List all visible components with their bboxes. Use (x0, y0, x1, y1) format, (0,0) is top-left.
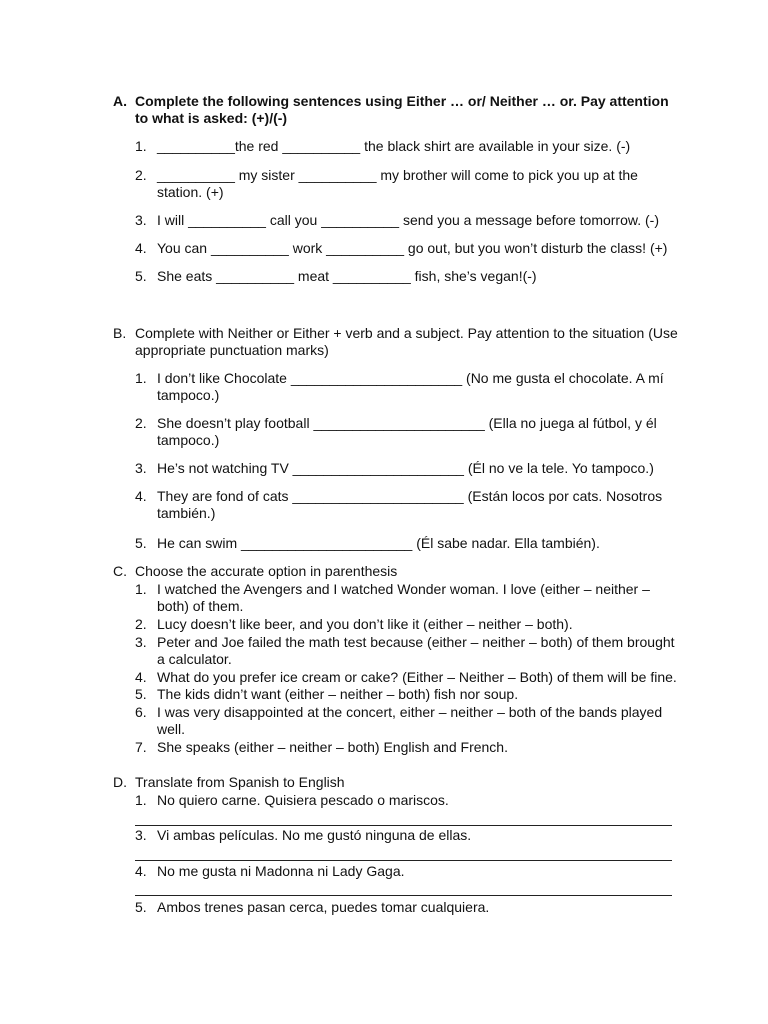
item-text: He’s not watching TV ______________________ (Él no ve la tele. Yo tampoco.) (157, 460, 654, 476)
item-text (157, 634, 677, 668)
item-number: 3. (135, 212, 147, 228)
item-text (157, 488, 677, 522)
item-text: What do you prefer ice cream or cake? (Either – Neither – Both) of them will be fine. (157, 669, 677, 685)
item-number: 3. (135, 460, 147, 476)
item-number: 1. (135, 792, 147, 808)
item-number: 3. (135, 827, 147, 843)
answer-line[interactable] (135, 860, 672, 861)
item-text: He can swim ______________________ (Él sabe nadar. Ella también). (157, 535, 600, 551)
item-text-line1: Peter and Joe failed the math test because (either – neither – both) of them brought (157, 634, 675, 650)
item-text-line2: también.) (157, 505, 216, 521)
item-text-line2: a calculator. (157, 651, 232, 667)
item-text-line1: I watched the Avengers and I watched Wonder woman. I love (either – neither – (157, 581, 650, 597)
item-number: 3. (135, 634, 147, 650)
section-a-instruction (135, 93, 680, 127)
item-number: 4. (135, 669, 147, 685)
item-number: 6. (135, 704, 147, 720)
item-number: 2. (135, 167, 147, 183)
item-text-line2: tampoco.) (157, 387, 220, 403)
item-number: 4. (135, 488, 147, 504)
item-number: 5. (135, 268, 147, 284)
answer-line[interactable] (135, 895, 672, 896)
item-text-line1: I was very disappointed at the concert, either – neither – both of the bands played (157, 704, 663, 720)
item-number: 1. (135, 370, 147, 386)
item-number: 5. (135, 535, 147, 551)
item-text-line2: tampoco.) (157, 432, 220, 448)
item-number: 1. (135, 581, 147, 597)
item-number: 7. (135, 739, 147, 755)
item-text (157, 167, 677, 201)
section-c-instruction: Choose the accurate option in parenthesis (135, 563, 398, 579)
section-b-instruction-line2: appropriate punctuation marks) (135, 342, 329, 358)
item-text-line1: I don’t like Chocolate ______________________ (No me gusta el chocolate. A mí (157, 370, 664, 386)
item-text-line1: She doesn’t play football ______________________ (Ella no juega al fútbol, y él (157, 415, 657, 431)
item-text: __________the red __________ the black shirt are available in your size. (-) (157, 138, 631, 154)
item-text-line2: both) of them. (157, 598, 244, 614)
item-number: 4. (135, 240, 147, 256)
item-number: 4. (135, 863, 147, 879)
item-number: 5. (135, 686, 147, 702)
section-a-letter: A. (113, 93, 127, 109)
answer-line[interactable] (135, 825, 672, 826)
section-c-letter: C. (113, 563, 127, 579)
item-text: I will __________ call you __________ send you a message before tomorrow. (-) (157, 212, 659, 228)
item-number: 1. (135, 138, 147, 154)
section-d-letter: D. (113, 774, 127, 790)
item-text-line2: well. (157, 721, 186, 737)
item-text-line1: __________ my sister __________ my brother will come to pick you up at the (157, 167, 638, 183)
item-text: Ambos trenes pasan cerca, puedes tomar cualquiera. (157, 899, 490, 915)
section-b-instruction-line1: Complete with Neither or Either + verb and a subject. Pay attention to the situation (Use (135, 325, 678, 341)
item-text: Vi ambas películas. No me gustó ninguna de ellas. (157, 827, 472, 843)
item-number: 2. (135, 616, 147, 632)
item-text: You can __________ work __________ go out, but you won’t disturb the class! (+) (157, 240, 668, 256)
section-a-instruction-line1: Complete the following sentences using Either … or/ Neither … or. Pay attention (135, 93, 669, 109)
item-text: She eats __________ meat __________ fish, she’s vegan!(-) (157, 268, 537, 284)
item-text: No me gusta ni Madonna ni Lady Gaga. (157, 863, 405, 879)
item-text-line1: They are fond of cats ______________________ (Están locos por cats. Nosotros (157, 488, 663, 504)
item-number: 2. (135, 415, 147, 431)
item-text: No quiero carne. Quisiera pescado o mariscos. (157, 792, 449, 808)
section-d-instruction: Translate from Spanish to English (135, 774, 345, 790)
item-text (157, 704, 677, 738)
section-a-instruction-line2: to what is asked: (+)/(-) (135, 110, 288, 126)
section-b-instruction (135, 325, 680, 359)
item-number: 5. (135, 899, 147, 915)
item-text: She speaks (either – neither – both) English and French. (157, 739, 508, 755)
section-b-letter: B. (113, 325, 127, 341)
item-text (157, 581, 677, 615)
item-text (157, 415, 677, 449)
item-text-line2: station. (+) (157, 184, 224, 200)
item-text: Lucy doesn’t like beer, and you don’t like it (either – neither – both). (157, 616, 573, 632)
item-text (157, 370, 677, 404)
item-text: The kids didn’t want (either – neither – both) fish nor soup. (157, 686, 519, 702)
